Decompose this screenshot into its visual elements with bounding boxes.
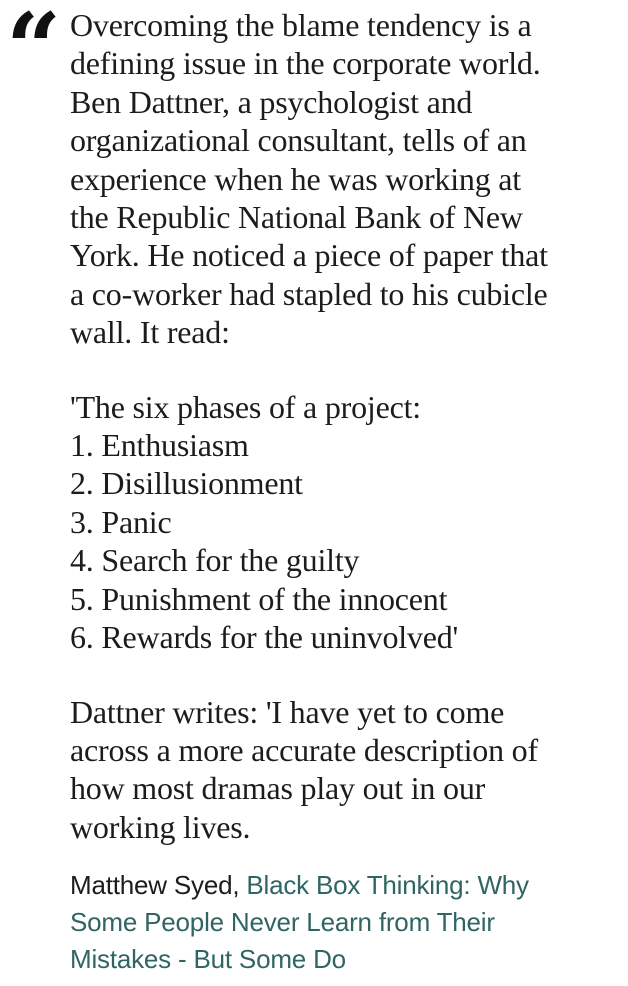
quote-line: York. He noticed a piece of paper that (70, 237, 548, 274)
quote-line: Ben Dattner, a psychologist and (70, 83, 473, 120)
quote-line: 'The six phases of a project: (70, 388, 421, 425)
quote-line: 4. Search for the guilty (70, 542, 360, 579)
book-title-link[interactable]: Black Box Thinking: Why (246, 870, 529, 901)
quote-line: a co-worker had stapled to his cubicle (70, 275, 548, 312)
book-title-link[interactable]: Mistakes - But Some Do (70, 944, 346, 975)
quote-line: Dattner writes: 'I have yet to come (70, 693, 505, 730)
quote-line: organizational consultant, tells of an (70, 122, 527, 159)
quote-paragraph (70, 693, 616, 847)
quote-line: experience when he was working at (70, 160, 521, 197)
quote-paragraph-list (70, 388, 616, 657)
quote-paragraph (70, 6, 616, 352)
quote-body (70, 6, 616, 846)
quote-line: 2. Disillusionment (70, 465, 303, 502)
quote-line: wall. It read: (70, 314, 230, 351)
quote-line: the Republic National Bank of New (70, 199, 523, 236)
open-quote-icon: “ (6, 0, 62, 105)
quote-line: working lives. (70, 808, 251, 845)
quote-line: 6. Rewards for the uninvolved' (70, 619, 459, 656)
quote-line: 5. Punishment of the innocent (70, 580, 448, 617)
author-name: Matthew Syed, (70, 870, 240, 901)
quote-line: across a more accurate description of (70, 731, 538, 768)
quote-line: 3. Panic (70, 503, 172, 540)
book-title-link[interactable]: Some People Never Learn from Their (70, 907, 495, 938)
quote-line: defining issue in the corporate world. (70, 45, 541, 82)
quote-line: Overcoming the blame tendency is a (70, 7, 532, 43)
quote-line: 1. Enthusiasm (70, 427, 249, 464)
quote-line: how most dramas play out in our (70, 770, 486, 807)
attribution (70, 867, 616, 978)
